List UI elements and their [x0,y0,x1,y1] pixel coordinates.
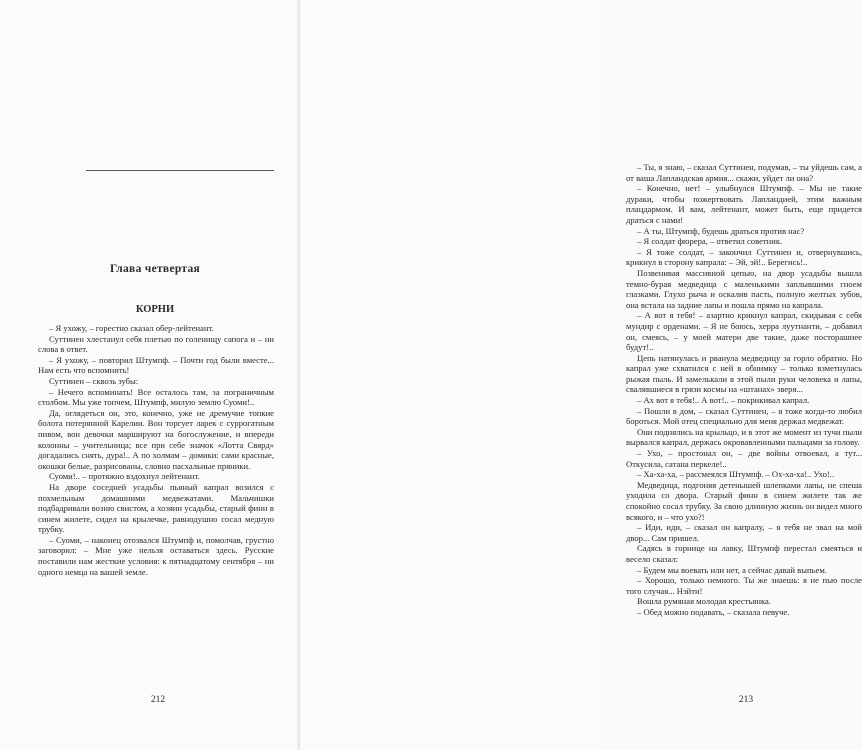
paragraph: Вошла румяная молодая крестьянка. [637,596,771,607]
paragraph: – Иди, иди, – сказал он капралу, – я тебя не звал на мой двор... Сам пришел. [626,522,862,543]
paragraph: Они поднялись на крыльцо, и в этот же момент из тучи пыли вырвался капрал, держась окровавленными пальцами за голову. [626,426,862,448]
paragraph: Суоми!.. – протяжно вздохнул лейтенант. [49,471,200,482]
paragraph: – Я тоже солдат, – закончил Суттинен и, отвернувшись, крикнул в сторону капрала: – Эй, эй!.. Берегись!.. [626,246,862,268]
paragraph: Медведица, подгоняя детенышей шлепками лапы, не спеша уходила со двора. Старый финн в синем жилете так же спокойно сосал трубку. За свою длинную жизнь он видел много всякого, и – что ухо?! [626,479,862,522]
paragraph: – Обед можно подавать, – сказала певуче. [637,606,790,617]
paragraph: – А вот я тебя! – азартно крикнул капрал, скидывая с себя мундир с орденами. – Я не боюсь, херра луутнанти, – добавил он, смеясь, – у моей матери две такие, даже посторашнее будут!.. [626,310,862,353]
paragraph: Суттинен хлестанул себя плетью по голенищу сапога и – ни слова в ответ. [38,333,274,355]
paragraph: – Нечего вспоминать! Все осталось там, за пограничным столбом. Мы уже топчем, Штумпф, милую землю Суоми!.. [38,386,274,408]
right-page-text [626,162,862,618]
paragraph: – Я ухожу, – горестно сказал обер-лейтенант. [49,323,214,333]
paragraph: Садясь в горнице на лавку, Штумпф перестал смеяться и весело сказал: [626,543,862,564]
paragraph: – Ухо, – простонал он, – две войны отвоевал, а тут... Откусила, сатана перкеле!.. [626,448,862,469]
paragraph: – А ты, Штумпф, будешь драться против нас? [637,225,805,236]
right-page [300,0,862,750]
paragraph: Да, оглядеться он, это, конечно, уже не дремучие топкие болота потерянной Карелии. Вон торгует ларек с суррогатным пивом, вон девочки маршируют на богослужение, и впереди колонны – учительница; все при себе значок «Лотта Свярд» догадались снять, дура!.. А по холмам – домики: сами красные, окошки белые, разрисованы, словно пасхальные пряники. [38,407,274,471]
paragraph: – Я солдат фюрера, – ответил советник. [637,236,783,247]
paragraph: Цепь натянулась и рванула медведицу за горло обратно. Но капрал уже схватился с ней в обнимку – только взметнулась рыжая пыль. И замелькали в этой пыли руки человека и лапы, свалявшиеся в грязи космы на «штанах» зверя... [626,352,862,395]
page-number-right: 213 [738,695,754,705]
paragraph: – Ха-ха-ха, – рассмеялся Штумпф. – Ох-ха-ха!.. Ухо!.. [637,469,835,480]
paragraph: На дворе соседней усадьбы пьяный капрал возился с похмельным домашними медвежатами. Мальчишки подбадривали возню свистом, а хозяин усадьбы, старый финн в синем жилете, сидел на крылечке, равнодушно сосал медную трубку. [38,481,274,535]
header-rule [86,170,274,171]
paragraph: – Ах вот я тебя!.. А вот!.. – покрикивал капрал. [637,395,810,406]
paragraph: Позвенивая массивной цепью, на двор усадьбы вышла темно-бурая медведица с маленькими заплывшими гноем глазками. Глухо рыча и оскалив пасть, полную желтых зубов, она встала на задние лапы и пошла прямо на капрала. [626,267,862,310]
paragraph: Суттинен – сквозь зубы: [49,375,139,386]
chapter-title: Глава четвертая [109,263,201,275]
section-title: КОРНИ [135,304,175,315]
paragraph: – Будем мы воевать или нет, а сейчас давай выпьем. [637,564,827,575]
left-page [0,0,300,750]
page-number-left: 212 [150,695,166,705]
paragraph: – Суоми, – наконец отозвался Штумпф и, помолчав, грустно заговорил: – Мне уже нельзя оставаться здесь. Русские поставили нам жесткие условия: к пятнадцатому сентября – ни одного немца на вашей земле. [38,534,274,577]
paragraph: – Конечно, нет! – улыбнулся Штумпф. – Мы не такие дураки, чтобы пожертвовать Лапландией, этим важным плацдармом. И вам, лейтенант, может быть, еще придется драться с нами! [626,183,862,225]
paragraph: – Хорошо, только немного. Ты же знаешь: я не пью после того случая... Нэйти! [626,575,862,596]
left-page-text [38,323,274,577]
paragraph: – Ты, я знаю, – сказал Суттинен, подумав, – ты уйдешь сам, а от ваша Лапландская армия... скажи, уйдет ли она? [626,162,862,183]
paragraph: – Я ухожу, – повторил Штумпф. – Почти год были вместе... Нам есть что вспомнить! [38,354,274,376]
paragraph: – Пошли в дом, – сказал Суттинен, – я тоже когда-то любил бороться. Мой отец специально для меня держал медвежат. [626,405,862,427]
